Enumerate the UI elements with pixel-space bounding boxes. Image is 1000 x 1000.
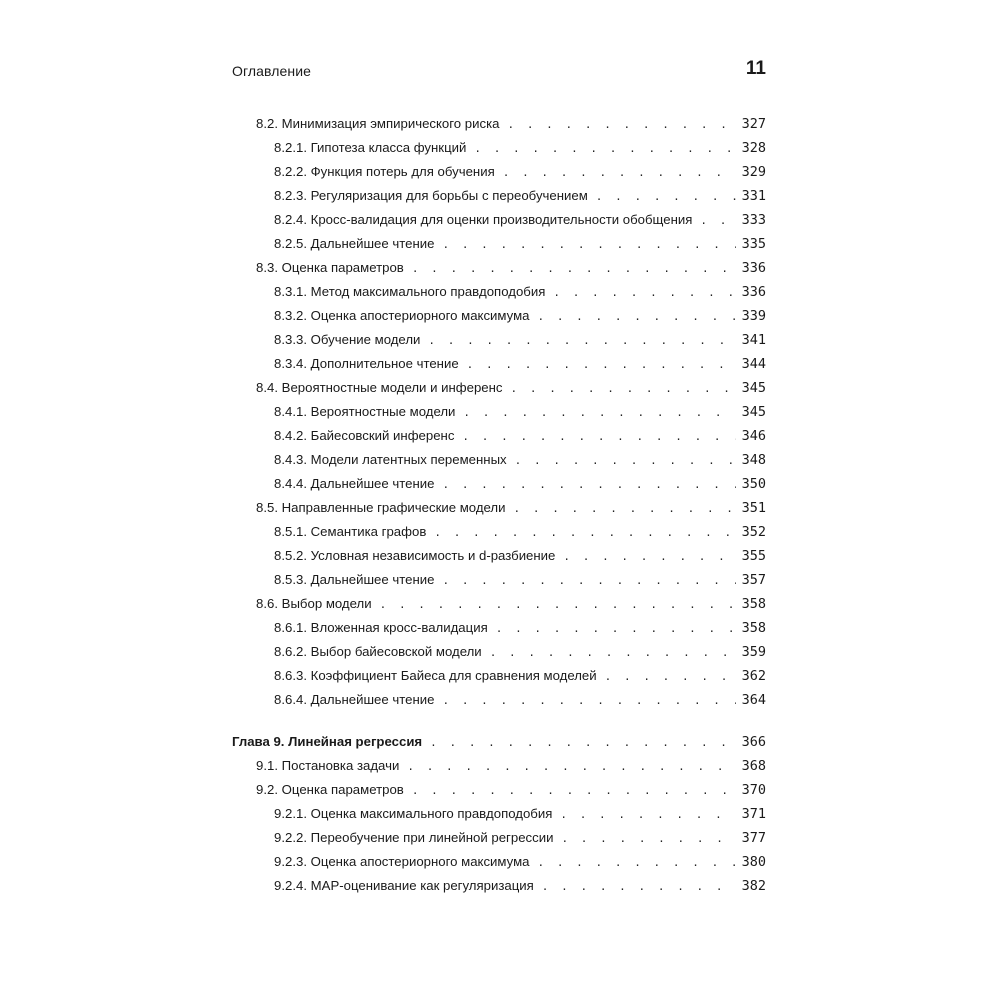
toc-entry-page: 351 bbox=[741, 500, 766, 516]
toc-entry-page: 339 bbox=[741, 308, 766, 324]
toc-entry-subsection[interactable] bbox=[274, 428, 766, 450]
toc-entry-subsection[interactable] bbox=[274, 572, 766, 594]
dot-leader bbox=[462, 430, 735, 443]
toc-entry-page: 359 bbox=[741, 644, 766, 660]
toc-entry-subsection[interactable] bbox=[274, 212, 766, 234]
toc-entry-title: 8.6.1. Вложенная кросс-валидация bbox=[274, 620, 488, 635]
dot-leader bbox=[442, 478, 735, 491]
toc-entry-subsection[interactable] bbox=[274, 692, 766, 714]
toc-entry-page: 329 bbox=[741, 164, 766, 180]
page-number: 11 bbox=[745, 58, 766, 79]
toc-entry-page: 328 bbox=[741, 140, 766, 156]
dot-leader bbox=[467, 358, 736, 371]
dot-leader bbox=[537, 310, 735, 323]
toc-entry-title: 8.3.2. Оценка апостериорного максимума bbox=[274, 308, 530, 323]
toc-entry-title: 8.3.1. Метод максимального правдоподобия bbox=[274, 284, 546, 299]
toc-entry-page: 348 bbox=[741, 452, 766, 468]
toc-entry-page: 346 bbox=[741, 428, 766, 444]
toc-entry-page: 382 bbox=[741, 878, 766, 894]
toc-entry-subsection[interactable] bbox=[274, 140, 766, 162]
toc-entry-page: 327 bbox=[741, 116, 766, 132]
dot-leader bbox=[561, 832, 735, 845]
toc-entry-page: 341 bbox=[741, 332, 766, 348]
toc-entry-title: 8.4.3. Модели латентных переменных bbox=[274, 452, 507, 467]
toc-entry-title: 8.2.3. Регуляризация для борьбы с переобучением bbox=[274, 188, 588, 203]
toc-entry-title: 8.2.1. Гипотеза класса функций bbox=[274, 140, 467, 155]
toc-entry-title: 8.6.2. Выбор байесовской модели bbox=[274, 644, 482, 659]
toc-entry-page: 335 bbox=[741, 236, 766, 252]
toc-entry-title: 8.5.1. Семантика графов bbox=[274, 524, 427, 539]
toc-entry-page: 344 bbox=[741, 356, 766, 372]
dot-leader bbox=[503, 166, 736, 179]
toc-entry-page: 352 bbox=[741, 524, 766, 540]
dot-leader bbox=[560, 808, 735, 821]
dot-leader bbox=[507, 118, 735, 131]
dot-leader bbox=[553, 286, 735, 299]
toc-entry-title: 8.3. Оценка параметров bbox=[256, 260, 404, 275]
toc-entry-subsection[interactable] bbox=[274, 830, 766, 852]
dot-leader bbox=[442, 238, 735, 251]
dot-leader bbox=[430, 736, 735, 749]
dot-leader bbox=[463, 406, 735, 419]
toc-entry-page: 333 bbox=[741, 212, 766, 228]
dot-leader bbox=[496, 622, 736, 635]
toc-entry-subsection[interactable] bbox=[274, 164, 766, 186]
toc-entry-title: 8.5. Направленные графические модели bbox=[256, 500, 506, 515]
toc-entry-subsection[interactable] bbox=[274, 476, 766, 498]
toc-entry-subsection[interactable] bbox=[274, 806, 766, 828]
toc-entry-page: 368 bbox=[741, 758, 766, 774]
toc-entry-page: 371 bbox=[741, 806, 766, 822]
toc-entry-page: 336 bbox=[741, 260, 766, 276]
toc-entry-page: 377 bbox=[741, 830, 766, 846]
toc-entry-subsection[interactable] bbox=[274, 452, 766, 474]
dot-leader bbox=[542, 880, 736, 893]
toc-entry-title: 8.2. Минимизация эмпирического риска bbox=[256, 116, 500, 131]
toc-entry-title: 8.3.3. Обучение модели bbox=[274, 332, 421, 347]
dot-leader bbox=[515, 454, 736, 467]
toc-entry-subsection[interactable] bbox=[274, 332, 766, 354]
toc-entry-title: 9.2.1. Оценка максимального правдоподобия bbox=[274, 806, 553, 821]
toc-entry-subsection[interactable] bbox=[274, 878, 766, 900]
toc-entry-page: 364 bbox=[741, 692, 766, 708]
toc-entry-page: 358 bbox=[741, 620, 766, 636]
toc-entry-title: 8.6.3. Коэффициент Байеса для сравнения моделей bbox=[274, 668, 597, 683]
dot-leader bbox=[428, 334, 735, 347]
toc-entry-page: 380 bbox=[741, 854, 766, 870]
toc-entry-subsection[interactable] bbox=[274, 524, 766, 546]
toc-entry-page: 345 bbox=[741, 380, 766, 396]
toc-entry-page: 355 bbox=[741, 548, 766, 564]
toc-entry-subsection[interactable] bbox=[274, 548, 766, 570]
toc-entry-title: Глава 9. Линейная регрессия bbox=[232, 734, 423, 749]
dot-leader bbox=[412, 262, 736, 275]
dot-leader bbox=[596, 190, 736, 203]
toc-entry-section[interactable] bbox=[256, 758, 766, 780]
toc-entry-title: 9.2.3. Оценка апостериорного максимума bbox=[274, 854, 530, 869]
toc-entry-title: 8.5.2. Условная независимость и d-разбиение bbox=[274, 548, 556, 563]
toc-entry-title: 8.2.5. Дальнейшее чтение bbox=[274, 236, 435, 251]
dot-leader bbox=[407, 760, 735, 773]
toc-entry-title: 8.3.4. Дополнительное чтение bbox=[274, 356, 459, 371]
toc-entry-section[interactable] bbox=[256, 500, 766, 522]
dot-leader bbox=[412, 784, 736, 797]
dot-leader bbox=[380, 598, 736, 611]
dot-leader bbox=[442, 574, 735, 587]
dot-leader bbox=[434, 526, 735, 539]
dot-leader bbox=[605, 670, 736, 683]
dot-leader bbox=[514, 502, 736, 515]
dot-leader bbox=[474, 142, 735, 155]
toc-entry-title: 8.5.3. Дальнейшее чтение bbox=[274, 572, 435, 587]
toc-entry-subsection[interactable] bbox=[274, 404, 766, 426]
toc-entry-subsection[interactable] bbox=[274, 236, 766, 258]
toc-entry-subsection[interactable] bbox=[274, 644, 766, 666]
toc-entry-chapter[interactable] bbox=[232, 734, 766, 756]
toc-entry-page: 362 bbox=[741, 668, 766, 684]
toc-entry-section[interactable] bbox=[256, 116, 766, 138]
toc-entry-title: 8.2.2. Функция потерь для обучения bbox=[274, 164, 495, 179]
toc-entry-section[interactable] bbox=[256, 260, 766, 282]
toc-entry-title: 9.2.4. MAP-оценивание как регуляризация bbox=[274, 878, 534, 893]
dot-leader bbox=[563, 550, 735, 563]
toc-entry-subsection[interactable] bbox=[274, 620, 766, 642]
toc-entry-subsection[interactable] bbox=[274, 308, 766, 330]
dot-leader bbox=[490, 646, 736, 659]
toc-entry-subsection[interactable] bbox=[274, 668, 766, 690]
toc-entry-page: 370 bbox=[741, 782, 766, 798]
toc-entry-subsection[interactable] bbox=[274, 356, 766, 378]
toc-entry-page: 345 bbox=[741, 404, 766, 420]
toc-entry-subsection[interactable] bbox=[274, 188, 766, 210]
toc-entry-page: 366 bbox=[741, 734, 766, 750]
dot-leader bbox=[700, 214, 735, 227]
toc-entry-subsection[interactable] bbox=[274, 854, 766, 876]
toc-entry-page: 350 bbox=[741, 476, 766, 492]
toc-entry-page: 357 bbox=[741, 572, 766, 588]
toc-entry-subsection[interactable] bbox=[274, 284, 766, 306]
toc-entry-title: 8.4.1. Вероятностные модели bbox=[274, 404, 456, 419]
toc-entry-title: 8.4.4. Дальнейшее чтение bbox=[274, 476, 435, 491]
toc-entry-page: 331 bbox=[741, 188, 766, 204]
toc-entry-section[interactable] bbox=[256, 596, 766, 618]
toc-entry-title: 8.6.4. Дальнейшее чтение bbox=[274, 692, 435, 707]
toc-entry-title: 9.2. Оценка параметров bbox=[256, 782, 404, 797]
toc-entry-title: 9.1. Постановка задачи bbox=[256, 758, 400, 773]
toc-entry-title: 8.2.4. Кросс-валидация для оценки производительности обобщения bbox=[274, 212, 693, 227]
toc-entry-section[interactable] bbox=[256, 380, 766, 402]
toc-entry-title: 8.6. Выбор модели bbox=[256, 596, 372, 611]
dot-leader bbox=[537, 856, 735, 869]
toc-entry-title: 8.4.2. Байесовский инференс bbox=[274, 428, 455, 443]
dot-leader bbox=[511, 382, 736, 395]
toc-entry-section[interactable] bbox=[256, 782, 766, 804]
toc-entry-page: 358 bbox=[741, 596, 766, 612]
dot-leader bbox=[442, 694, 735, 707]
toc-entry-page: 336 bbox=[741, 284, 766, 300]
toc-entry-title: 8.4. Вероятностные модели и инференс bbox=[256, 380, 503, 395]
toc-entry-title: 9.2.2. Переобучение при линейной регрессии bbox=[274, 830, 554, 845]
running-title: Оглавление bbox=[232, 63, 312, 79]
